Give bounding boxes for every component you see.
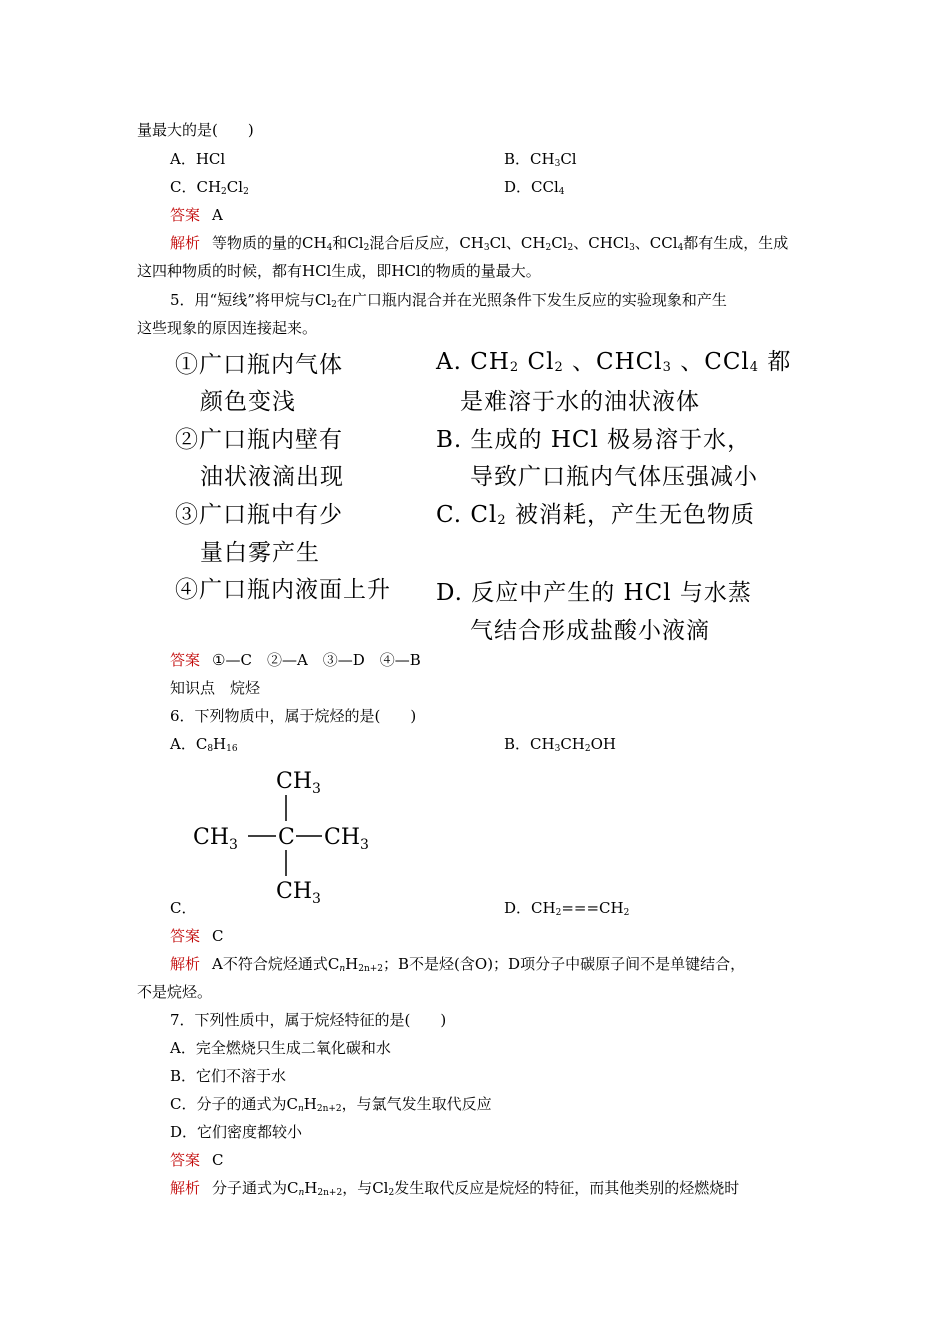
analysis-label: 解析 <box>170 955 201 973</box>
q5-phenomenon-3-line2: 量白雾产生 <box>200 540 320 566</box>
q5-phenomenon-2-line2: 油状液滴出现 <box>200 464 344 490</box>
answer-label: 答案 <box>170 1151 201 1169</box>
q5-phenomenon-1-line1: ①广口瓶内气体 <box>175 352 343 378</box>
q7-option-d: D．它们密度都较小 <box>170 1123 303 1141</box>
q5-phenomenon-3-line1: ③广口瓶中有少 <box>175 502 343 528</box>
q7-answer: 答案 C <box>170 1151 224 1169</box>
q5-reason-b-line2: 导致广口瓶内气体压强减小 <box>470 464 758 490</box>
analysis-label: 解析 <box>170 1179 201 1197</box>
q6-analysis-line2: 不是烷烃。 <box>137 983 213 1001</box>
q6-option-d: D．$CH_2===CH_2$ <box>504 899 630 918</box>
q4-analysis-line2: 这四种物质的时候，都有HCl生成，即HCl的物质的量最大。 <box>137 262 541 280</box>
q4-answer: 答案 A <box>170 206 223 224</box>
answer-label: 答案 <box>170 927 201 945</box>
q4-option-c: C．$CH_2Cl_2$ <box>170 178 249 197</box>
struct-left-group: $CH_3$ <box>193 825 238 853</box>
analysis-label: 解析 <box>170 234 201 252</box>
q4-option-b: B．$CH_3Cl$ <box>504 150 577 169</box>
q6-answer: 答案 C <box>170 927 224 945</box>
q5-answer: 答案 ①—C ②—A ③—D ④—B <box>170 651 421 669</box>
q5-reason-c: C. $Cl_2$ 被消耗，产生无色物质 <box>436 502 755 528</box>
q6-option-a: A．$C_8H_{16}$ <box>170 735 238 754</box>
q4-analysis-line1: 解析 等物质的量的$CH_4$和$Cl_2$混合后反应，$CH_3Cl$、$CH_2Cl_2$、CHCl$_3$、CCl$_4$都有生成，生成 <box>170 234 789 253</box>
q5-stem-line2: 这些现象的原因连接起来。 <box>137 319 318 337</box>
knowledge-point: 知识点 烷烃 <box>170 679 261 697</box>
struct-right-group: $CH_3$ <box>324 825 369 853</box>
q7-option-a: A．完全燃烧只生成二氧化碳和水 <box>170 1039 391 1057</box>
q5-reason-d-line1: D. 反应中产生的 HCl 与水蒸 <box>436 580 752 606</box>
q6-analysis-line1: 解析 A不符合烷烃通式$C_nH_{2n+2}$；B不是烃(含O)；D项分子中碳原子间不是单键结合， <box>170 955 746 974</box>
q6-option-c: C． <box>170 899 197 917</box>
q4-option-a: A．HCl <box>170 150 226 168</box>
struct-center-carbon: C <box>278 825 295 850</box>
q5-stem-line1: 5．用“短线”将甲烷与$Cl_2$在广口瓶内混合并在光照条件下发生反应的实验现象和产生 <box>170 291 727 310</box>
q5-reason-a-line2: 是难溶于水的油状液体 <box>460 389 700 415</box>
q5-reason-d-line2: 气结合形成盐酸小液滴 <box>470 618 710 644</box>
q7-option-c: C．分子的通式为$C_nH_{2n+2}$，与氯气发生取代反应 <box>170 1095 492 1114</box>
q7-stem: 7．下列性质中，属于烷烃特征的是( ) <box>170 1011 447 1029</box>
struct-bottom-group: $CH_3$ <box>276 879 321 907</box>
q5-phenomenon-4: ④广口瓶内液面上升 <box>175 577 391 603</box>
struct-top-group: $CH_3$ <box>276 769 321 797</box>
q7-analysis-line1: 解析 分子通式为$C_nH_{2n+2}$，与$Cl_2$发生取代反应是烷烃的特征，而其他类别的烃燃烧时 <box>170 1179 740 1198</box>
answer-label: 答案 <box>170 651 201 669</box>
q4-option-d: D．CCl$_4$ <box>504 178 565 197</box>
q6-stem: 6．下列物质中，属于烷烃的是( ) <box>170 707 417 725</box>
q7-option-b: B．它们不溶于水 <box>170 1067 287 1085</box>
answer-label: 答案 <box>170 206 201 224</box>
q5-reason-b-line1: B. 生成的 HCl 极易溶于水， <box>436 427 752 453</box>
q6-option-b: B．$CH_3CH_2OH$ <box>504 735 617 754</box>
neopentane-structure <box>190 762 380 912</box>
q5-phenomenon-2-line1: ②广口瓶内壁有 <box>175 427 343 453</box>
q5-reason-a-line1: A. $CH_2$ $Cl_2$ 、CHCl$_3$ 、CCl$_4$ 都 <box>436 349 792 375</box>
q5-phenomenon-1-line2: 颜色变浅 <box>200 389 296 415</box>
q4-stem-tail: 量最大的是( ) <box>137 121 254 139</box>
